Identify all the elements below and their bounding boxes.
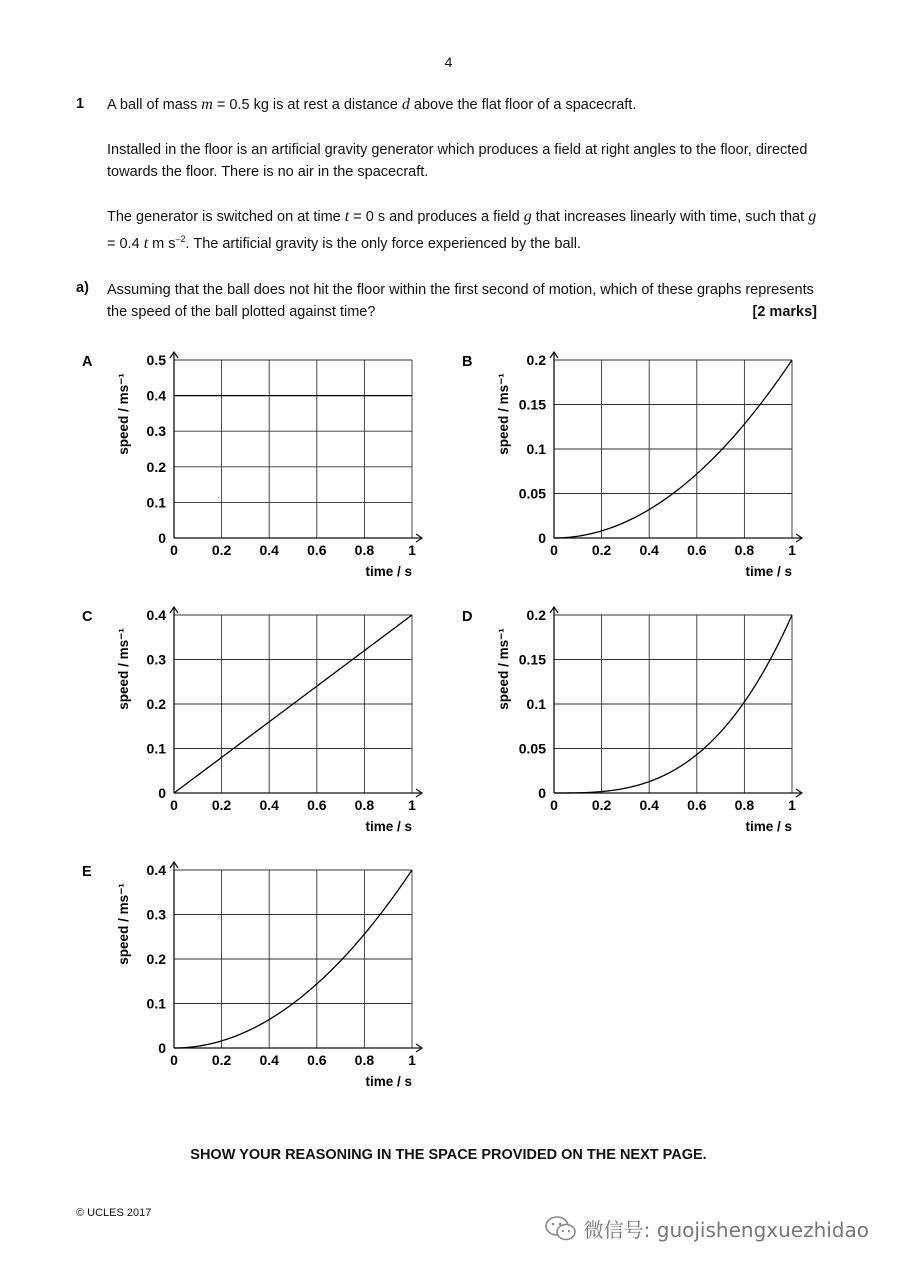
x-tick-label: 0.8 [734,542,755,558]
y-tick-label: 0.3 [146,906,166,923]
page-number: 4 [444,54,453,70]
graph-letter: A [82,354,93,370]
x-tick-label: 0.4 [639,542,659,558]
question-number: 1 [76,96,85,112]
x-tick-label: 0.4 [259,797,279,813]
x-tick-label: 0.2 [211,797,232,813]
question-intro: A ball of mass m = 0.5 kg is at rest a distance d above the flat floor of a spacecraft. [107,96,637,113]
part-a-marks: [2 marks] [752,304,817,320]
graph-c-svg [78,603,438,843]
x-tick-label: 0.2 [591,797,612,813]
graph-e [78,858,438,1103]
graph-letter: D [462,609,473,625]
y-axis-label: speed / ms⁻¹ [116,883,131,965]
y-tick-label: 0.4 [146,387,166,404]
x-tick-label: 0.6 [307,797,327,813]
x-axis-label: time / s [365,819,412,834]
x-tick-label: 0.4 [259,542,279,558]
x-tick-label: 0.6 [307,542,327,558]
watermark-text: 微信号: guojishengxuezhidao [583,1218,869,1242]
reasoning-instruction: SHOW YOUR REASONING IN THE SPACE PROVIDED ON THE NEXT PAGE. [190,1147,707,1163]
x-tick-label: 0.8 [734,797,755,813]
y-tick-label: 0.2 [526,607,546,623]
graph-letter: B [462,354,473,370]
x-axis-label: time / s [365,564,412,579]
x-tick-label: 1 [408,1052,416,1068]
y-tick-label: 0.1 [526,441,546,457]
y-tick-label: 0.2 [146,951,166,967]
x-tick-label: 0 [550,797,558,813]
x-tick-label: 0.8 [354,797,375,813]
x-tick-label: 0.6 [307,1052,327,1068]
y-tick-label: 0.05 [518,485,546,502]
x-tick-label: 0.6 [687,797,707,813]
x-tick-label: 0 [550,542,558,558]
y-tick-label: 0.2 [146,696,166,712]
graph-b [458,348,818,593]
graph-d-svg [458,603,818,843]
y-tick-label: 0 [158,1040,166,1056]
copyright: © UCLES 2017 [76,1207,152,1219]
graph-a-svg [78,348,438,588]
x-tick-label: 0.2 [591,542,612,558]
x-tick-label: 0.8 [354,542,375,558]
field-description: The generator is switched on at time t = 0 s and produces a field g that increases linearly with time, such that g = 0.4 t m $s^{-2}$. The artificial gravity is the only force experienced by the ball. [107,208,817,252]
x-tick-label: 0 [170,1052,178,1068]
y-tick-label: 0.1 [146,740,166,757]
graph-letter: C [82,609,93,625]
x-tick-label: 0.4 [259,1052,279,1068]
y-tick-label: 0.5 [146,352,166,368]
y-tick-label: 0.2 [526,352,546,368]
x-tick-label: 1 [408,542,416,558]
y-axis-label: speed / ms⁻¹ [116,373,131,455]
y-tick-label: 0 [538,530,546,546]
y-tick-label: 0.1 [526,696,546,712]
y-axis-label: speed / ms⁻¹ [116,628,131,710]
x-tick-label: 0.8 [354,1052,375,1068]
wechat-icon [544,1215,578,1243]
y-tick-label: 0 [158,785,166,801]
y-tick-label: 0.1 [146,494,166,511]
graph-letter: E [82,864,92,880]
graph-e-svg [78,858,438,1098]
y-tick-label: 0.3 [146,651,166,668]
x-tick-label: 1 [408,797,416,813]
x-tick-label: 0 [170,797,178,813]
x-tick-label: 0.2 [211,542,232,558]
x-tick-label: 1 [788,542,796,558]
y-tick-label: 0.15 [518,651,546,668]
x-axis-label: time / s [745,819,792,834]
x-tick-label: 0 [170,542,178,558]
part-a-label: a) [76,280,89,296]
graph-c [78,603,438,848]
graph-d [458,603,818,848]
y-tick-label: 0.15 [518,396,546,413]
x-axis-label: time / s [745,564,792,579]
x-tick-label: 0.6 [687,542,707,558]
y-axis-label: speed / ms⁻¹ [496,373,511,455]
y-tick-label: 0.3 [146,423,166,440]
y-tick-label: 0 [158,530,166,546]
part-a-question: Assuming that the ball does not hit the floor within the first second of motion, which of these graphs represents the speed of the ball plotted against time? [2 marks] [107,279,817,323]
graph-b-svg [458,348,818,588]
y-tick-label: 0.4 [146,862,166,878]
y-tick-label: 0.4 [146,607,166,623]
y-tick-label: 0.2 [146,458,166,475]
generator-description: Installed in the floor is an artificial gravity generator which produces a field at right angles to the floor, directed towards the floor. There is no air in the spacecraft. [107,142,808,180]
y-tick-label: 0.05 [518,740,546,757]
wechat-watermark [544,1214,869,1243]
y-tick-label: 0.1 [146,995,166,1012]
x-tick-label: 1 [788,797,796,813]
x-tick-label: 0.2 [211,1052,232,1068]
y-axis-label: speed / ms⁻¹ [496,628,511,710]
graph-a [78,348,438,593]
x-axis-label: time / s [365,1074,412,1089]
x-tick-label: 0.4 [639,797,659,813]
y-tick-label: 0 [538,785,546,801]
